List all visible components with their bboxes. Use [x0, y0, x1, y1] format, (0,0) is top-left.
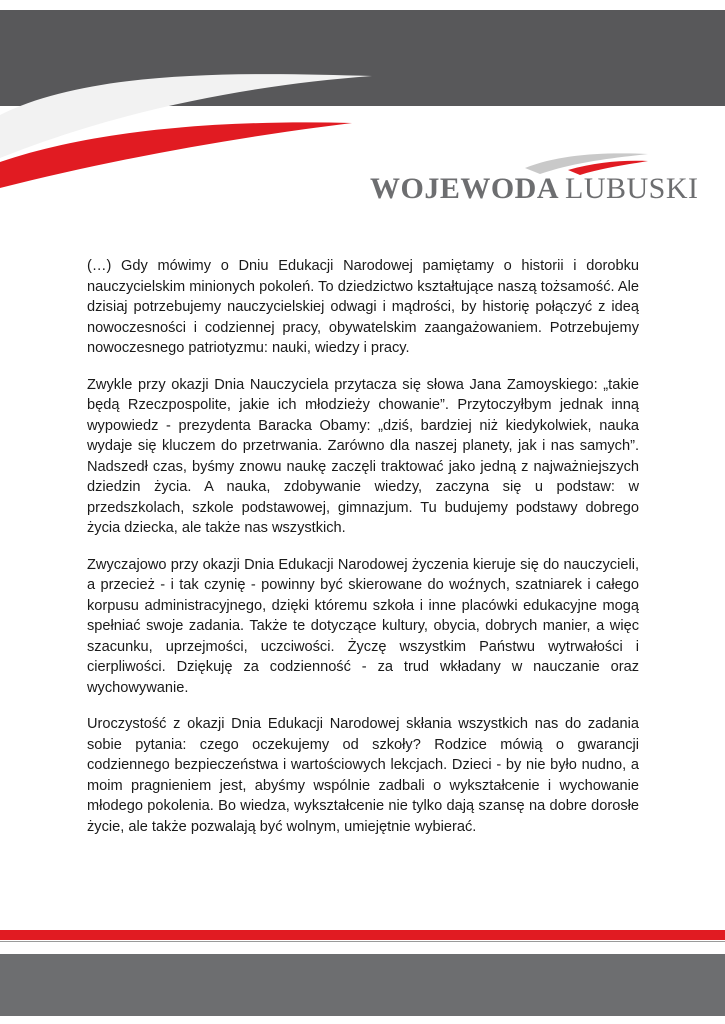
- paragraph: (…) Gdy mówimy o Dniu Edukacji Narodowej pamiętamy o historii i dorobku nauczycielskim minionych pokoleń. To dziedzictwo kształtujące naszą tożsamość. Ale dzisiaj potrzebujemy nauczycielskiej odwagi i mądrości, by historię połączyć z ideą nowoczesności i codziennej pracy, obywatelskim zaangażowaniem. Potrzebujemy nowoczesnego patriotyzmu: nauki, wiedzy i pracy.: [87, 258, 639, 356]
- logo-wordmark: [370, 172, 699, 206]
- logo-word-lubuski: LUBUSKI: [565, 172, 699, 205]
- paragraph: Zwyczajowo przy okazji Dnia Edukacji Narodowej życzenia kieruje się do nauczycieli, a przecież - i tak czynię - powinny być skierowane do woźnych, szatniarek i całego korpusu administracyjnego, dzięki któremu szkoła i inne placówki edukacyjne mogą spełniać swoje zadania. Także te dotyczące kultury, obycia, dobrych manier, a więc szacunku, uprzejmości, uczciwości. Życzę wszystkim Państwu wytrwałości i cierpliwości. Dziękuję za codzienność - za trud wkładany w nauczanie oraz wychowywanie.: [87, 556, 639, 696]
- wojewoda-lubuski-logo: [370, 150, 699, 210]
- paragraph: Uroczystość z okazji Dnia Edukacji Narodowej skłania wszystkich nas do zadania sobie pytania: czego oczekujemy od szkoły? Rodzice mówią o gwarancji codziennego bezpieczeństwa i wartościowych lekcjach. Dzieci - by nie było nudno, a moim pragnieniem jest, abyśmy wspólnie zadbali o wykształcenie i wychowanie młodego pokolenia. Bo wiedza, wykształcenie nie tylko dają szansę na dobre dorosłe życie, ale także pozwalają być wolnym, umiejętnie wybierać.: [87, 716, 639, 835]
- footer-red-stripe: [0, 930, 725, 940]
- footer-band: [0, 954, 725, 1016]
- paragraph: Zwykle przy okazji Dnia Nauczyciela przytacza się słowa Jana Zamoyskiego: „takie będą Rzeczpospolite, jakie ich młodzieży chowanie”. Przytoczyłbym jednak inną wypowiedz - prezydenta Baracka Obamy: „dziś, bardziej niż kiedykolwiek, nauka wydaje się kluczem do przetrwania. Zarówno dla naszej planety, jak i nas samych”. Nadszedł czas, byśmy znowu naukę zaczęli traktować jako jedną z najważniejszych dziedzin życia. A nauka, zdobywanie wiedzy, zaczyna się u podstaw: w przedszkolach, szkole podstawowej, gimnazjum. Tu budujemy podstawy dobrego życia dziecka, ale także nas wszystkich.: [87, 376, 639, 536]
- logo-word-wojewoda: WOJEWODA: [370, 172, 560, 205]
- letter-body: [87, 256, 639, 853]
- footer-divider: [0, 941, 725, 942]
